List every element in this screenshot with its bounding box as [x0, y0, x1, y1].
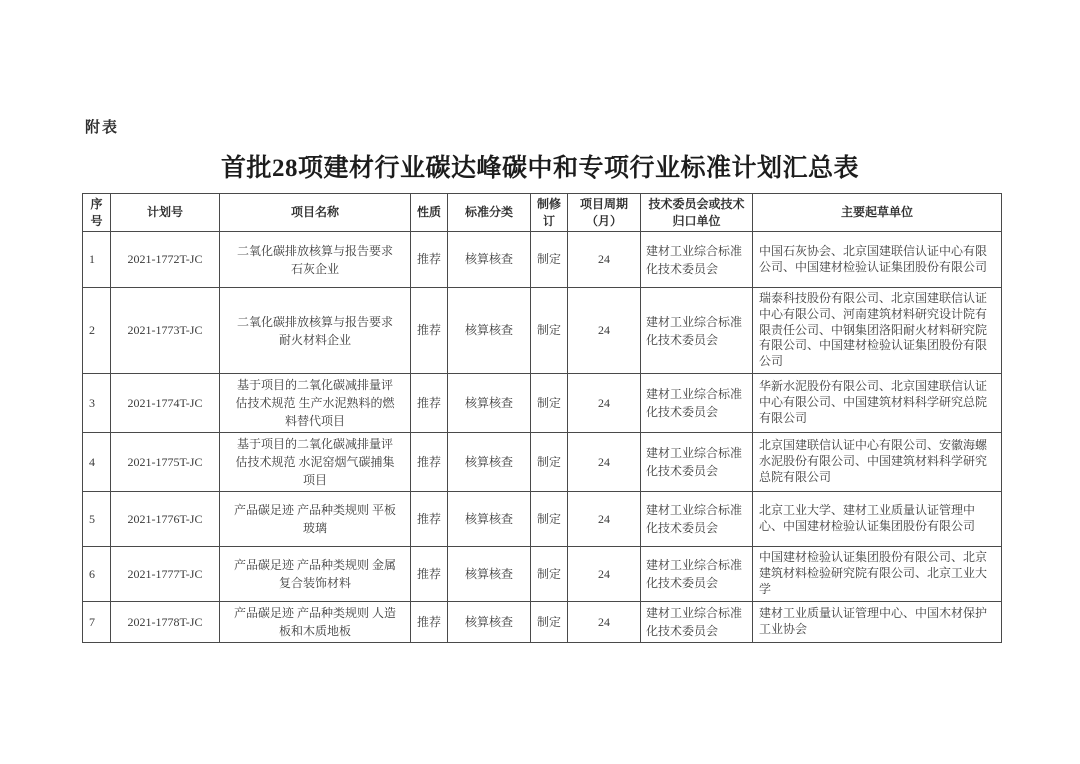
table-row [83, 492, 1002, 547]
cell-nature: 推荐 [411, 232, 448, 288]
column-header-serial-no: 序号 [83, 194, 111, 232]
cell-project-name: 产品碳足迹 产品种类规则 平板玻璃 [220, 492, 411, 547]
cell-standard-category: 核算核查 [448, 288, 531, 374]
cell-nature: 推荐 [411, 602, 448, 643]
cell-technical-committee: 建材工业综合标准化技术委员会 [641, 374, 753, 433]
cell-project-name: 二氧化碳排放核算与报告要求 耐火材料企业 [220, 288, 411, 374]
cell-serial-no: 7 [83, 602, 111, 643]
cell-revision-type: 制定 [531, 374, 568, 433]
cell-drafting-units: 华新水泥股份有限公司、北京国建联信认证中心有限公司、中国建筑材料科学研究总院有限公司 [753, 374, 1002, 433]
cell-serial-no: 2 [83, 288, 111, 374]
cell-nature: 推荐 [411, 433, 448, 492]
column-header-technical-committee: 技术委员会或技术归口单位 [641, 194, 753, 232]
cell-revision-type: 制定 [531, 288, 568, 374]
cell-plan-no: 2021-1772T-JC [111, 232, 220, 288]
cell-project-period: 24 [568, 232, 641, 288]
table-row [83, 288, 1002, 374]
cell-standard-category: 核算核查 [448, 602, 531, 643]
cell-project-period: 24 [568, 433, 641, 492]
cell-plan-no: 2021-1777T-JC [111, 547, 220, 602]
column-header-nature: 性质 [411, 194, 448, 232]
table-header-row [83, 194, 1002, 232]
table-header [83, 194, 1002, 232]
cell-project-period: 24 [568, 547, 641, 602]
cell-project-period: 24 [568, 374, 641, 433]
cell-technical-committee: 建材工业综合标准化技术委员会 [641, 547, 753, 602]
column-header-project-period: 项目周期（月） [568, 194, 641, 232]
column-header-drafting-units: 主要起草单位 [753, 194, 1002, 232]
standards-plan-table [82, 193, 1002, 643]
cell-serial-no: 5 [83, 492, 111, 547]
cell-nature: 推荐 [411, 374, 448, 433]
cell-plan-no: 2021-1773T-JC [111, 288, 220, 374]
cell-technical-committee: 建材工业综合标准化技术委员会 [641, 288, 753, 374]
table-row [83, 374, 1002, 433]
cell-revision-type: 制定 [531, 232, 568, 288]
cell-technical-committee: 建材工业综合标准化技术委员会 [641, 433, 753, 492]
cell-standard-category: 核算核查 [448, 232, 531, 288]
table-row [83, 602, 1002, 643]
cell-project-period: 24 [568, 602, 641, 643]
cell-serial-no: 6 [83, 547, 111, 602]
table-row [83, 547, 1002, 602]
column-header-revision-type: 制修订 [531, 194, 568, 232]
cell-technical-committee: 建材工业综合标准化技术委员会 [641, 232, 753, 288]
column-header-standard-category: 标准分类 [448, 194, 531, 232]
cell-project-name: 二氧化碳排放核算与报告要求 石灰企业 [220, 232, 411, 288]
cell-drafting-units: 中国石灰协会、北京国建联信认证中心有限公司、中国建材检验认证集团股份有限公司 [753, 232, 1002, 288]
cell-drafting-units: 建材工业质量认证管理中心、中国木材保护工业协会 [753, 602, 1002, 643]
cell-technical-committee: 建材工业综合标准化技术委员会 [641, 602, 753, 643]
cell-drafting-units: 中国建材检验认证集团股份有限公司、北京建筑材料检验研究院有限公司、北京工业大学 [753, 547, 1002, 602]
cell-revision-type: 制定 [531, 547, 568, 602]
table-row [83, 232, 1002, 288]
cell-standard-category: 核算核查 [448, 374, 531, 433]
cell-standard-category: 核算核查 [448, 547, 531, 602]
cell-plan-no: 2021-1778T-JC [111, 602, 220, 643]
cell-revision-type: 制定 [531, 602, 568, 643]
cell-standard-category: 核算核查 [448, 433, 531, 492]
cell-plan-no: 2021-1775T-JC [111, 433, 220, 492]
table-row [83, 433, 1002, 492]
cell-plan-no: 2021-1776T-JC [111, 492, 220, 547]
table-body [83, 232, 1002, 643]
cell-nature: 推荐 [411, 492, 448, 547]
cell-revision-type: 制定 [531, 492, 568, 547]
cell-project-name: 基于项目的二氧化碳减排量评估技术规范 水泥窑烟气碳捕集项目 [220, 433, 411, 492]
cell-project-period: 24 [568, 288, 641, 374]
attachment-label: 附表 [85, 120, 120, 136]
page-title: 首批28项建材行业碳达峰碳中和专项行业标准计划汇总表 [220, 155, 859, 182]
cell-drafting-units: 北京工业大学、建材工业质量认证管理中心、中国建材检验认证集团股份有限公司 [753, 492, 1002, 547]
cell-revision-type: 制定 [531, 433, 568, 492]
cell-project-name: 产品碳足迹 产品种类规则 金属复合装饰材料 [220, 547, 411, 602]
column-header-plan-no: 计划号 [111, 194, 220, 232]
cell-project-period: 24 [568, 492, 641, 547]
cell-project-name: 产品碳足迹 产品种类规则 人造板和木质地板 [220, 602, 411, 643]
cell-technical-committee: 建材工业综合标准化技术委员会 [641, 492, 753, 547]
cell-drafting-units: 北京国建联信认证中心有限公司、安徽海螺水泥股份有限公司、中国建筑材料科学研究总院有限公司 [753, 433, 1002, 492]
cell-standard-category: 核算核查 [448, 492, 531, 547]
cell-serial-no: 4 [83, 433, 111, 492]
column-header-project-name: 项目名称 [220, 194, 411, 232]
cell-nature: 推荐 [411, 288, 448, 374]
cell-nature: 推荐 [411, 547, 448, 602]
cell-serial-no: 3 [83, 374, 111, 433]
cell-project-name: 基于项目的二氧化碳减排量评估技术规范 生产水泥熟料的燃料替代项目 [220, 374, 411, 433]
cell-drafting-units: 瑞泰科技股份有限公司、北京国建联信认证中心有限公司、河南建筑材料研究设计院有限责任公司、中钢集团洛阳耐火材料研究院有限公司、中国建材检验认证集团股份有限公司 [753, 288, 1002, 374]
cell-plan-no: 2021-1774T-JC [111, 374, 220, 433]
cell-serial-no: 1 [83, 232, 111, 288]
